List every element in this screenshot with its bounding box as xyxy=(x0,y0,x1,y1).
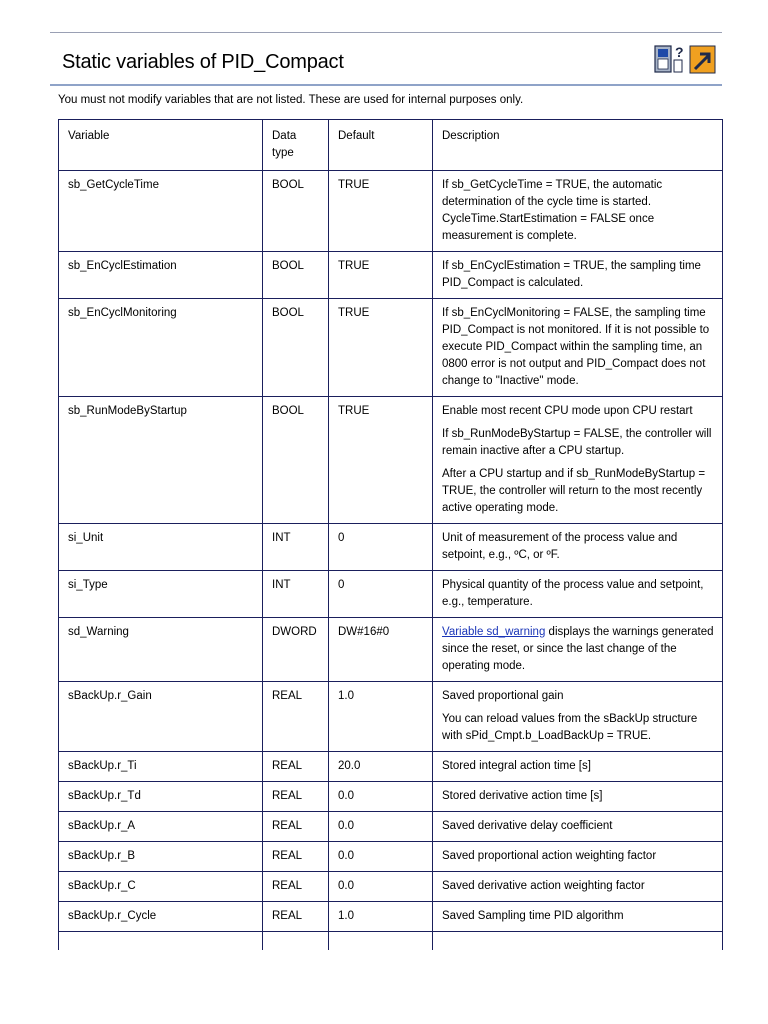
cell-data-type: REAL xyxy=(263,682,329,752)
page-title: Static variables of PID_Compact xyxy=(62,51,344,73)
description-paragraph: Saved Sampling time PID algorithm xyxy=(442,910,624,922)
table-row xyxy=(59,252,723,299)
header-icons xyxy=(654,42,716,76)
cell-variable: sBackUp.r_Ti xyxy=(59,752,263,782)
cell-description xyxy=(433,571,723,618)
cell-data-type: REAL xyxy=(263,782,329,812)
table-row xyxy=(59,812,723,842)
cell-variable: sb_EnCyclMonitoring xyxy=(59,299,263,397)
table-row xyxy=(59,618,723,682)
cell-variable: sBackUp.r_A xyxy=(59,812,263,842)
cell-variable: sBackUp.r_Td xyxy=(59,782,263,812)
cell-variable: sBackUp.r_B xyxy=(59,842,263,872)
cell-description xyxy=(433,902,723,932)
cell-variable: si_Unit xyxy=(59,524,263,571)
header-description: Description xyxy=(433,120,723,171)
description-paragraph: After a CPU startup and if sb_RunModeByStartup = TRUE, the controller will return to the most recently active operating mode. xyxy=(442,468,706,514)
intro-note: You must not modify variables that are not listed. These are used for internal purposes only. xyxy=(58,94,524,106)
header-data-type-line2: type xyxy=(272,147,294,159)
table-row xyxy=(59,902,723,932)
cell-default: DW#16#0 xyxy=(329,618,433,682)
cell-variable: sd_Warning xyxy=(59,618,263,682)
empty-cell xyxy=(263,932,329,951)
cell-description xyxy=(433,299,723,397)
cell-data-type: REAL xyxy=(263,872,329,902)
cell-data-type: INT xyxy=(263,524,329,571)
cell-variable: sb_EnCyclEstimation xyxy=(59,252,263,299)
cell-default: TRUE xyxy=(329,171,433,252)
table-row xyxy=(59,782,723,812)
cell-data-type: BOOL xyxy=(263,299,329,397)
description-paragraph xyxy=(442,624,714,675)
cell-description xyxy=(433,812,723,842)
description-paragraph: Saved proportional gain xyxy=(442,690,564,702)
help-question-icon[interactable] xyxy=(655,44,684,72)
cell-data-type: DWORD xyxy=(263,618,329,682)
table-row xyxy=(59,872,723,902)
description-paragraph: If sb_RunModeByStartup = FALSE, the controller will remain inactive after a CPU startup. xyxy=(442,428,712,457)
cell-data-type: INT xyxy=(263,571,329,618)
cell-variable: sb_GetCycleTime xyxy=(59,171,263,252)
header-variable: Variable xyxy=(59,120,263,171)
cell-description xyxy=(433,618,723,682)
table-row xyxy=(59,752,723,782)
cell-data-type: BOOL xyxy=(263,397,329,524)
cell-default: 20.0 xyxy=(329,752,433,782)
cell-description xyxy=(433,524,723,571)
description-text: displays the warnings generated since the reset, or since the last change of the operating mode. xyxy=(442,626,714,672)
header-default: Default xyxy=(329,120,433,171)
cell-default: 0 xyxy=(329,524,433,571)
table-row xyxy=(59,171,723,252)
cell-description xyxy=(433,252,723,299)
cell-variable: sBackUp.r_C xyxy=(59,872,263,902)
description-paragraph: Stored derivative action time [s] xyxy=(442,790,603,802)
cell-description xyxy=(433,397,723,524)
cell-default: 0 xyxy=(329,571,433,618)
description-paragraph: Saved proportional action weighting factor xyxy=(442,850,657,862)
static-variables-table xyxy=(58,119,723,950)
svg-text:?: ? xyxy=(675,44,684,60)
cell-data-type: REAL xyxy=(263,752,329,782)
cell-description xyxy=(433,782,723,812)
cell-variable: sBackUp.r_Gain xyxy=(59,682,263,752)
jump-arrow-icon[interactable] xyxy=(690,46,715,73)
cell-data-type: REAL xyxy=(263,812,329,842)
cell-variable: si_Type xyxy=(59,571,263,618)
cell-default: 0.0 xyxy=(329,842,433,872)
cell-default: 0.0 xyxy=(329,782,433,812)
table-row xyxy=(59,571,723,618)
description-paragraph: If sb_GetCycleTime = TRUE, the automatic determination of the cycle time is started. CycleTime.StartEstimation = FALSE once measurement is complete. xyxy=(442,179,663,242)
title-underline xyxy=(50,84,722,86)
cell-variable: sBackUp.r_Cycle xyxy=(59,902,263,932)
description-paragraph: If sb_EnCyclEstimation = TRUE, the sampling time PID_Compact is calculated. xyxy=(442,260,701,289)
cell-default: TRUE xyxy=(329,252,433,299)
cell-default: TRUE xyxy=(329,299,433,397)
table-row-partial xyxy=(59,932,723,951)
cell-description xyxy=(433,842,723,872)
description-paragraph: Unit of measurement of the process value and setpoint, e.g., ºC, or ºF. xyxy=(442,532,678,561)
cell-description xyxy=(433,682,723,752)
empty-cell xyxy=(59,932,263,951)
header-data-type xyxy=(263,120,329,171)
cell-data-type: REAL xyxy=(263,842,329,872)
cell-default: 1.0 xyxy=(329,682,433,752)
description-paragraph: Saved derivative delay coefficient xyxy=(442,820,613,832)
top-divider xyxy=(50,32,722,33)
description-paragraph: Physical quantity of the process value and setpoint, e.g., temperature. xyxy=(442,579,704,608)
header-data-type-line1: Data xyxy=(272,130,297,142)
description-paragraph: If sb_EnCyclMonitoring = FALSE, the sampling time PID_Compact is not monitored. If it is not possible to execute PID_Compact within the sampling time, an 0800 error is not output and PID_Compact does not change to "Inactive" mode. xyxy=(442,307,710,387)
cell-description xyxy=(433,171,723,252)
table-row xyxy=(59,397,723,524)
cell-variable: sb_RunModeByStartup xyxy=(59,397,263,524)
cell-description xyxy=(433,752,723,782)
sd-warning-link[interactable]: Variable sd_warning xyxy=(442,626,546,638)
cell-default: 0.0 xyxy=(329,872,433,902)
description-paragraph: Saved derivative action weighting factor xyxy=(442,880,645,892)
table-row xyxy=(59,524,723,571)
description-paragraph: Stored integral action time [s] xyxy=(442,760,591,772)
description-paragraph: You can reload values from the sBackUp structure with sPid_Cmpt.b_LoadBackUp = TRUE. xyxy=(442,713,698,742)
empty-cell xyxy=(329,932,433,951)
empty-cell xyxy=(433,932,723,951)
cell-data-type: REAL xyxy=(263,902,329,932)
table-row xyxy=(59,682,723,752)
cell-description xyxy=(433,872,723,902)
table-row xyxy=(59,842,723,872)
description-paragraph: Enable most recent CPU mode upon CPU restart xyxy=(442,405,693,417)
cell-data-type: BOOL xyxy=(263,171,329,252)
cell-default: 1.0 xyxy=(329,902,433,932)
cell-default: 0.0 xyxy=(329,812,433,842)
table-row xyxy=(59,299,723,397)
table-header-row xyxy=(59,120,723,171)
cell-default: TRUE xyxy=(329,397,433,524)
cell-data-type: BOOL xyxy=(263,252,329,299)
